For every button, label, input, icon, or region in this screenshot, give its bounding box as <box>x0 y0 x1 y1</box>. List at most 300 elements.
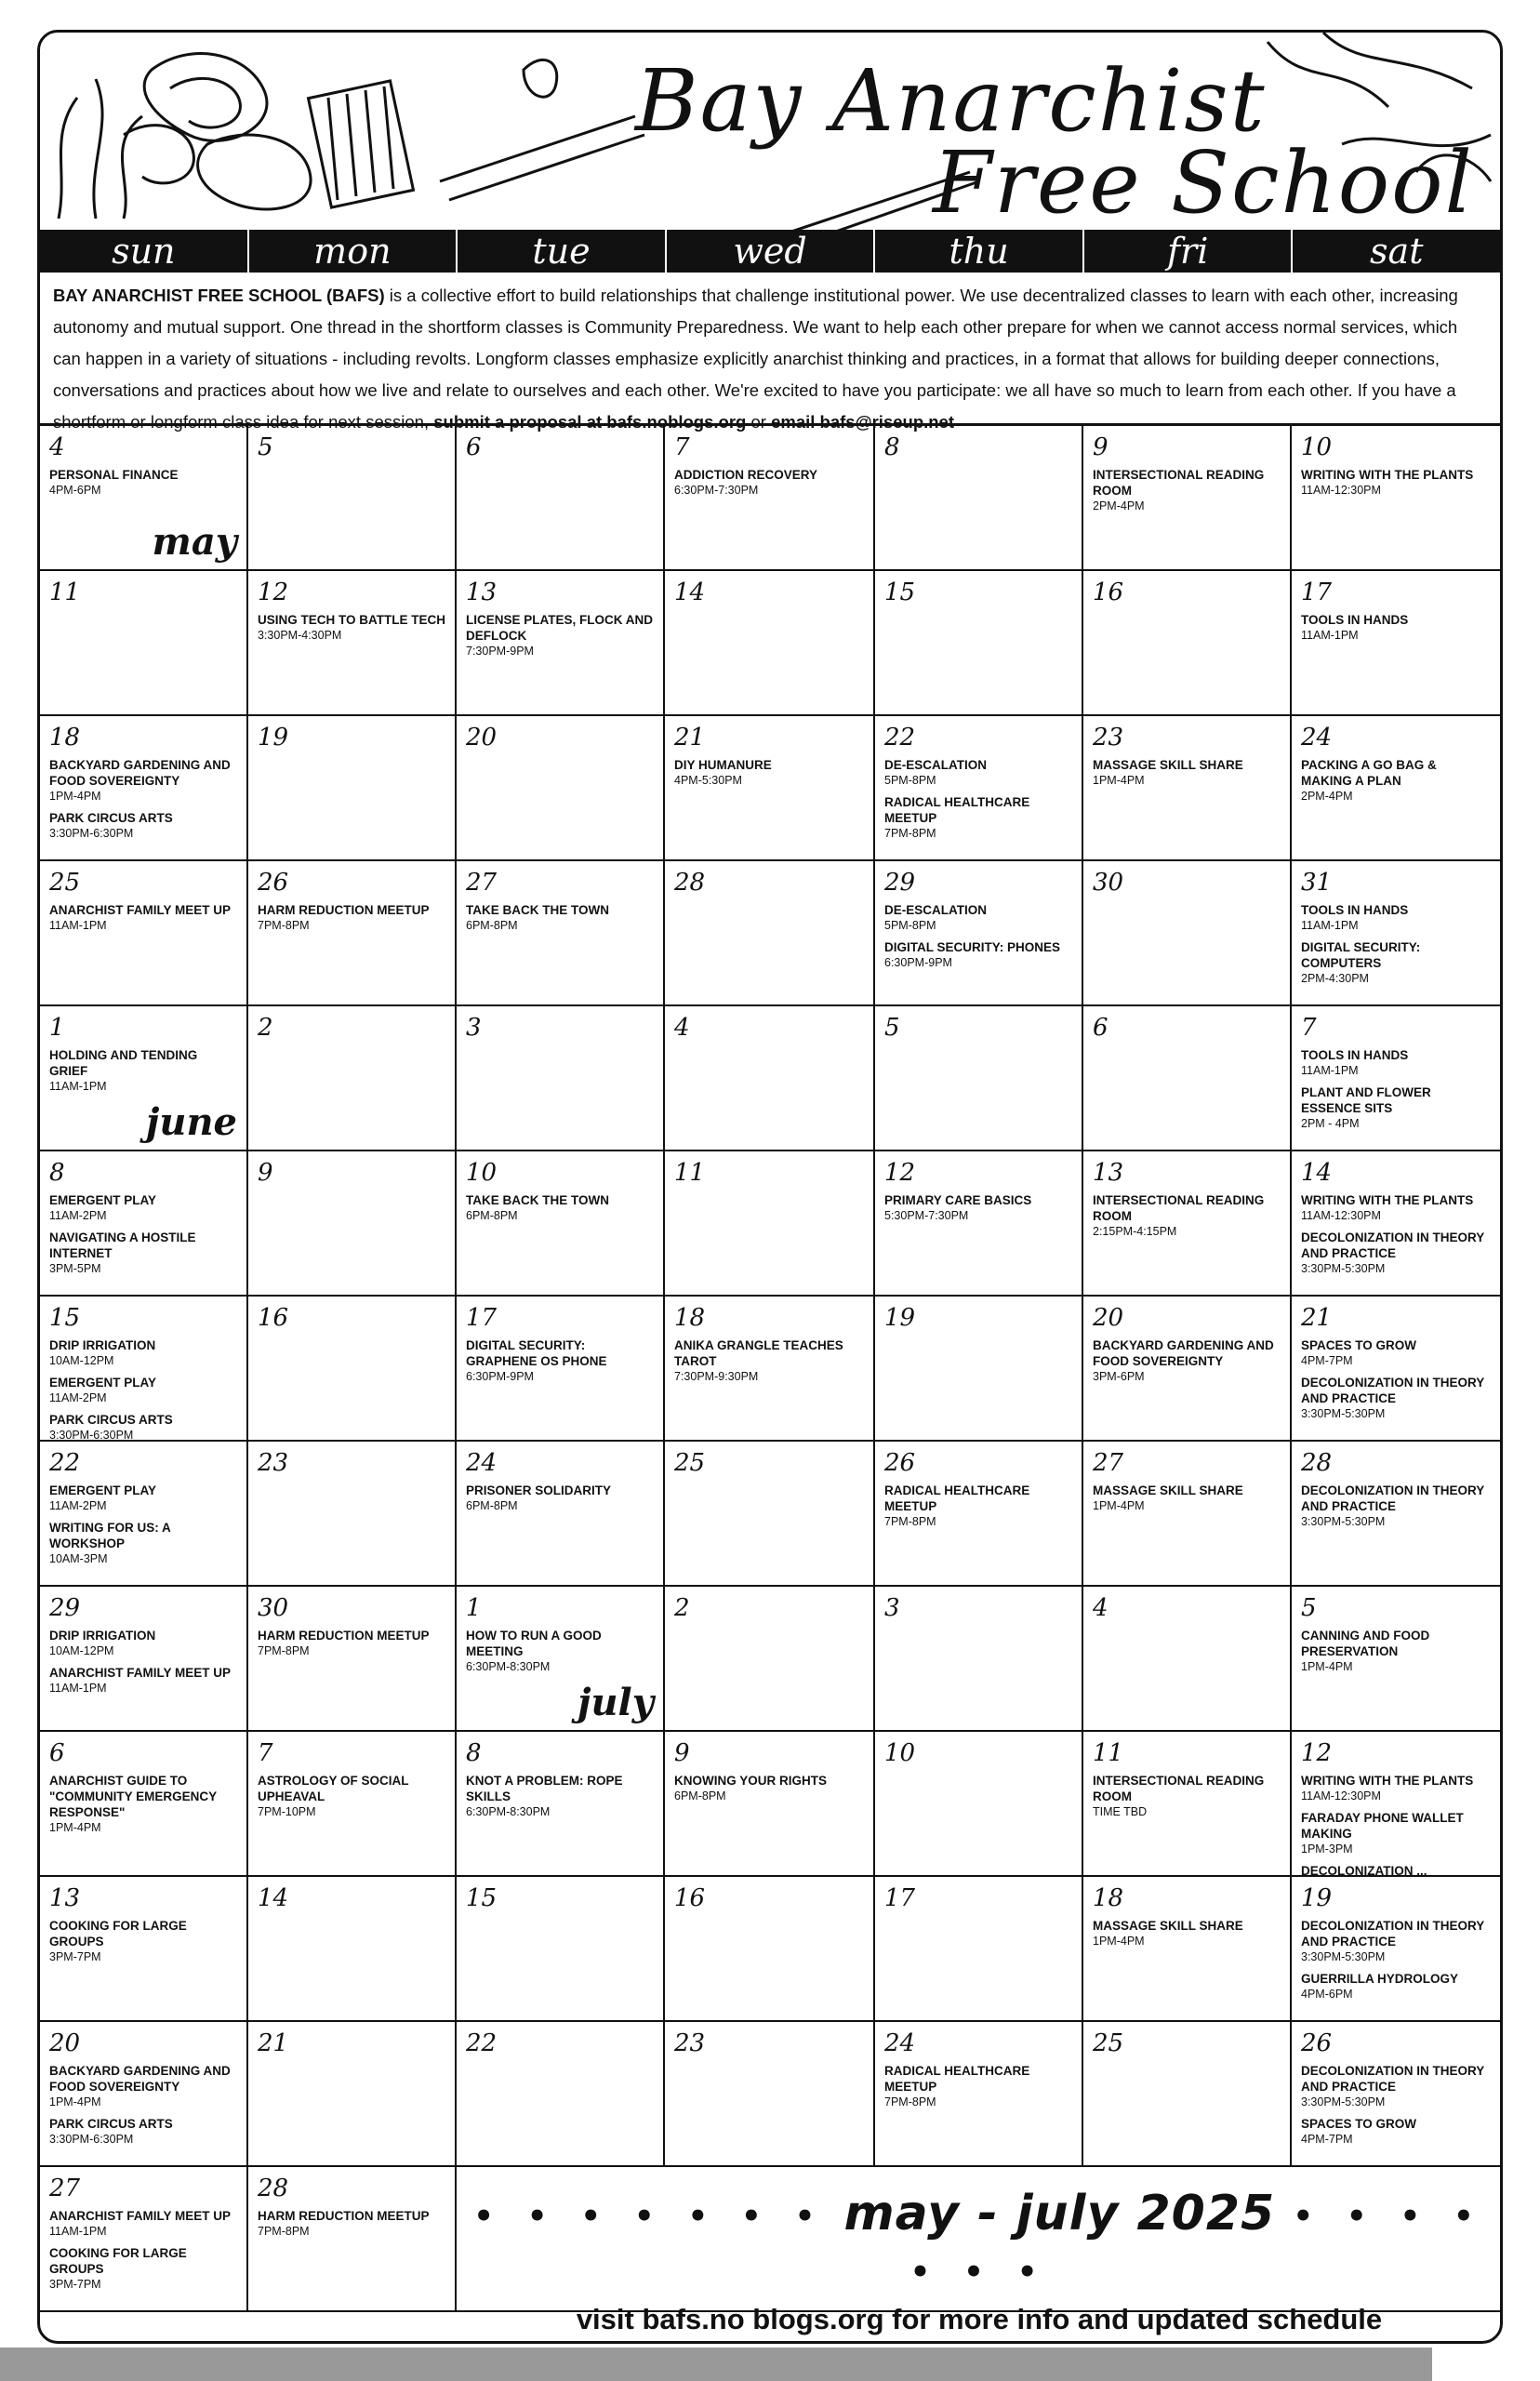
class-time: 3PM-6PM <box>1093 1370 1145 1383</box>
day-cell <box>875 1442 1083 1587</box>
class-name: PRIMARY CARE BASICS <box>884 1193 1032 1207</box>
day-cell <box>248 2167 457 2312</box>
class-event <box>1301 1192 1491 1224</box>
class-time: 5:30PM-7:30PM <box>884 1209 969 1222</box>
class-event <box>1093 1483 1281 1514</box>
day-cell <box>665 1877 875 2022</box>
day-number: 23 <box>258 1449 289 1477</box>
day-cell <box>1292 2022 1500 2167</box>
class-name: PLANT AND FLOWER ESSENCE SITS <box>1301 1085 1431 1115</box>
day-cell <box>40 2022 248 2167</box>
proposal-link[interactable]: submit a proposal at bafs.noblogs.org <box>433 412 747 432</box>
day-number: 28 <box>1301 1449 1333 1477</box>
class-event <box>49 1665 237 1696</box>
day-number: 1 <box>466 1594 482 1622</box>
class-event <box>258 1628 445 1659</box>
class-event <box>49 2245 237 2293</box>
class-time: 5PM-8PM <box>884 774 936 787</box>
day-cell <box>457 2022 665 2167</box>
class-name: COOKING FOR LARGE GROUPS <box>49 1919 187 1949</box>
day-number: 3 <box>884 1594 900 1622</box>
day-cell <box>1292 1587 1500 1732</box>
class-name: WRITING FOR US: A WORKSHOP <box>49 1521 171 1550</box>
class-name: PARK CIRCUS ARTS <box>49 2117 173 2131</box>
day-number: 6 <box>1093 1014 1109 1042</box>
class-time: 3:30PM-5:30PM <box>1301 1262 1386 1275</box>
class-time: 6PM-8PM <box>466 1209 518 1222</box>
class-event <box>1301 1483 1491 1530</box>
day-cell <box>457 1006 665 1151</box>
weekday-tue: tue <box>458 230 667 273</box>
class-time: 11AM-1PM <box>49 2225 107 2238</box>
day-number: 28 <box>258 2175 289 2202</box>
day-cell <box>1292 426 1500 571</box>
month-label: june <box>145 1100 237 1144</box>
class-name: ADDICTION RECOVERY <box>674 468 818 482</box>
class-event <box>49 902 237 934</box>
day-number: 4 <box>1093 1594 1109 1622</box>
class-event <box>49 2063 237 2110</box>
class-event <box>49 2116 237 2148</box>
class-event <box>1093 1773 1281 1820</box>
class-time: 3:30PM-6:30PM <box>49 827 134 840</box>
weekday-fri: fri <box>1084 230 1294 273</box>
day-number: 11 <box>674 1159 706 1187</box>
class-event <box>49 2208 237 2240</box>
day-number: 10 <box>1301 433 1333 461</box>
day-cell <box>1292 1442 1500 1587</box>
footer-banner <box>458 2167 1500 2335</box>
week-row <box>40 1151 1500 1297</box>
day-number: 26 <box>258 869 289 897</box>
class-name: ANARCHIST FAMILY MEET UP <box>49 1666 232 1680</box>
class-time: 11AM-12:30PM <box>1301 484 1381 497</box>
class-name: TAKE BACK THE TOWN <box>466 1193 609 1207</box>
day-number: 21 <box>1301 1304 1333 1332</box>
day-number: 31 <box>1301 869 1333 897</box>
day-number: 27 <box>49 2175 81 2202</box>
day-number: 16 <box>258 1304 289 1332</box>
class-name: DIGITAL SECURITY: COMPUTERS <box>1301 940 1421 970</box>
class-name: DIGITAL SECURITY: PHONES <box>884 940 1061 954</box>
day-cell <box>1292 861 1500 1006</box>
class-name: RADICAL HEALTHCARE MEETUP <box>884 2064 1030 2094</box>
class-time: 6:30PM-9PM <box>884 956 952 969</box>
class-name: DECOLONIZATION IN THEORY AND PRACTICE <box>1301 1230 1485 1260</box>
class-name: ANARCHIST FAMILY MEET UP <box>49 2209 232 2223</box>
day-number: 23 <box>674 2029 706 2057</box>
day-cell <box>1083 1297 1292 1442</box>
class-name: EMERGENT PLAY <box>49 1376 157 1390</box>
class-time: 1PM-4PM <box>1301 1660 1353 1673</box>
day-number: 12 <box>258 579 289 606</box>
weekday-sun: sun <box>40 230 249 273</box>
class-event <box>1301 939 1491 987</box>
day-cell <box>457 426 665 571</box>
day-cell <box>248 861 457 1006</box>
day-number: 25 <box>1093 2029 1124 2057</box>
class-time: 7PM-8PM <box>258 2225 310 2238</box>
day-cell <box>1083 861 1292 1006</box>
class-time: 1PM-4PM <box>49 2095 101 2108</box>
day-cell <box>875 1297 1083 1442</box>
day-cell <box>248 1442 457 1587</box>
date-range: may - july 2025 <box>843 2186 1276 2241</box>
class-time: 7PM-8PM <box>884 827 936 840</box>
class-event <box>49 1483 237 1514</box>
class-name: PACKING A GO BAG & MAKING A PLAN <box>1301 758 1437 788</box>
day-number: 4 <box>49 433 65 461</box>
weekday-sat: sat <box>1370 231 1424 272</box>
day-number: 16 <box>1093 579 1124 606</box>
class-name: ANIKA GRANGLE TEACHES TAROT <box>674 1338 843 1368</box>
class-event <box>49 1230 237 1277</box>
day-cell <box>875 1732 1083 1877</box>
class-time: 1PM-4PM <box>1093 1499 1145 1512</box>
day-number: 28 <box>674 869 706 897</box>
class-time: 3PM-5PM <box>49 1262 101 1275</box>
day-number: 26 <box>884 1449 916 1477</box>
class-time: 11AM-1PM <box>1301 919 1359 932</box>
class-time: 11AM-12:30PM <box>1301 1789 1381 1802</box>
day-number: 18 <box>49 724 81 752</box>
class-event <box>49 810 237 842</box>
day-cell <box>665 1297 875 1442</box>
class-event <box>49 757 237 805</box>
intro-text-1: is a collective effort to build relationships that challenge institutional power. We use decentralized classes to learn with each other, increasing autonomy and mutual support. One thread in the shortform classes is Community Preparedness. We want to help each other prepare for when we cannot access normal services, which can happen in a variety of situations - including revolts. Longform classes emphasize explicitly anarchist thinking and practices, in a format that allows for building deeper connections, conversations and practices about how we live and relate to ourselves and each other. We're excited to have you participate: we all have so much to learn from each other. If you have a shortform or longform class idea for next session, <box>53 286 1458 432</box>
class-name: ASTROLOGY OF SOCIAL UPHEAVAL <box>258 1774 409 1803</box>
class-name: TAKE BACK THE TOWN <box>466 903 609 917</box>
day-cell <box>875 1006 1083 1151</box>
day-number: 15 <box>49 1304 81 1332</box>
class-time: 5PM-8PM <box>884 919 936 932</box>
class-name: TOOLS IN HANDS <box>1301 613 1409 627</box>
day-number: 15 <box>884 579 916 606</box>
class-time: 6:30PM-8:30PM <box>466 1660 551 1673</box>
day-cell <box>40 1297 248 1442</box>
class-name: LICENSE PLATES, FLOCK AND DEFLOCK <box>466 613 654 643</box>
intro-text-2: or <box>746 412 772 432</box>
dots-right: • • • • • • • <box>909 2198 1485 2291</box>
day-number: 10 <box>466 1159 498 1187</box>
day-number: 9 <box>1093 433 1109 461</box>
class-event <box>884 1483 1072 1530</box>
day-number: 22 <box>884 724 916 752</box>
day-number: 17 <box>1301 579 1333 606</box>
class-event <box>466 612 654 659</box>
class-name: WRITING WITH THE PLANTS <box>1301 1774 1474 1788</box>
class-time: 4PM-7PM <box>1301 2133 1353 2146</box>
day-number: 18 <box>674 1304 706 1332</box>
class-time: 1PM-4PM <box>49 1821 101 1834</box>
day-number: 23 <box>1093 724 1124 752</box>
day-number: 14 <box>1301 1159 1333 1187</box>
day-number: 30 <box>1093 869 1124 897</box>
day-number: 29 <box>884 869 916 897</box>
class-name: PARK CIRCUS ARTS <box>49 811 173 825</box>
day-cell <box>248 571 457 716</box>
day-number: 4 <box>674 1014 690 1042</box>
class-time: 6:30PM-7:30PM <box>674 484 759 497</box>
day-number: 18 <box>1093 1884 1124 1912</box>
class-event <box>258 902 445 934</box>
week-row <box>40 1297 1500 1442</box>
day-cell <box>40 2167 248 2312</box>
class-name: DECOLONIZATION IN THEORY AND PRACTICE <box>1301 2064 1485 2094</box>
class-event <box>49 1047 237 1095</box>
class-time: 3:30PM-5:30PM <box>1301 1950 1386 1963</box>
day-number: 7 <box>674 433 690 461</box>
class-time: 11AM-1PM <box>49 919 107 932</box>
class-event <box>1301 1810 1491 1857</box>
class-name: DECOLONIZATION IN THEORY AND PRACTICE <box>1301 1919 1485 1949</box>
day-number: 5 <box>258 433 273 461</box>
day-number: 15 <box>466 1884 498 1912</box>
class-name: WRITING WITH THE PLANTS <box>1301 1193 1474 1207</box>
week-row <box>40 426 1500 571</box>
class-time: 2PM-4PM <box>1301 790 1353 803</box>
class-event <box>1301 467 1491 499</box>
day-number: 29 <box>49 1594 81 1622</box>
intro-lead: BAY ANARCHIST FREE SCHOOL (BAFS) <box>53 286 385 305</box>
day-cell <box>1292 1732 1500 1877</box>
day-cell <box>665 2022 875 2167</box>
class-event <box>1301 1971 1491 2002</box>
class-name: COOKING FOR LARGE GROUPS <box>49 2246 187 2276</box>
title-line-1: Bay Anarchist <box>635 51 1267 151</box>
day-cell <box>665 1151 875 1297</box>
class-time: 7PM-8PM <box>258 919 310 932</box>
day-cell <box>1083 716 1292 861</box>
class-event <box>1301 902 1491 934</box>
class-event <box>1093 1918 1281 1949</box>
day-number: 12 <box>884 1159 916 1187</box>
class-name: DIGITAL SECURITY: GRAPHENE OS PHONE <box>466 1338 607 1368</box>
class-event <box>49 467 237 499</box>
website-note[interactable]: visit bafs.no blogs.org for more info and updated schedule <box>576 2303 1383 2335</box>
class-event <box>884 939 1072 971</box>
day-cell <box>665 1006 875 1151</box>
class-name: BACKYARD GARDENING AND FOOD SOVEREIGNTY <box>1093 1338 1274 1368</box>
day-cell <box>40 1587 248 1732</box>
class-name: TOOLS IN HANDS <box>1301 1048 1409 1062</box>
class-name: BACKYARD GARDENING AND FOOD SOVEREIGNTY <box>49 2064 231 2094</box>
bottom-bar <box>0 2348 1432 2381</box>
day-cell <box>40 571 248 716</box>
day-cell <box>1083 2022 1292 2167</box>
class-name: HARM REDUCTION MEETUP <box>258 903 430 917</box>
class-event <box>1301 1337 1491 1369</box>
calendar-poster <box>37 30 1503 2344</box>
class-event <box>674 1773 864 1804</box>
class-time: 4PM-6PM <box>49 484 101 497</box>
class-time: 11AM-1PM <box>49 1682 107 1695</box>
day-cell <box>457 716 665 861</box>
class-event <box>1301 1918 1491 1965</box>
day-cell <box>248 2022 457 2167</box>
day-cell <box>875 861 1083 1006</box>
day-number: 13 <box>466 579 498 606</box>
class-time: 7PM-8PM <box>884 1515 936 1528</box>
class-name: ANARCHIST FAMILY MEET UP <box>49 903 232 917</box>
class-event <box>49 1412 237 1442</box>
day-cell <box>1083 571 1292 716</box>
day-number: 26 <box>1301 2029 1333 2057</box>
day-cell <box>665 1732 875 1877</box>
class-time: 3PM-7PM <box>49 2278 101 2291</box>
day-number: 19 <box>258 724 289 752</box>
email-link[interactable]: email bafs@riseup.net <box>771 412 955 432</box>
day-cell <box>248 1877 457 2022</box>
day-number: 16 <box>674 1884 706 1912</box>
class-name: MASSAGE SKILL SHARE <box>1093 1919 1243 1933</box>
class-event <box>49 1337 237 1369</box>
class-name: DRIP IRRIGATION <box>49 1629 156 1643</box>
class-name: DECOLONIZATION IN THEORY AND PRACTICE <box>1301 1483 1485 1513</box>
day-number: 17 <box>466 1304 498 1332</box>
class-name: PARK CIRCUS ARTS <box>49 1413 173 1427</box>
day-cell <box>248 1587 457 1732</box>
class-name: HOLDING AND TENDING GRIEF <box>49 1048 198 1078</box>
day-cell <box>875 426 1083 571</box>
day-number: 11 <box>1093 1739 1124 1767</box>
class-name: MASSAGE SKILL SHARE <box>1093 758 1243 772</box>
day-cell <box>665 571 875 716</box>
day-number: 9 <box>674 1739 690 1767</box>
day-number: 7 <box>258 1739 273 1767</box>
class-event <box>1301 1628 1491 1675</box>
week-row <box>40 571 1500 716</box>
week-row <box>40 1732 1500 1877</box>
class-event <box>1301 1375 1491 1422</box>
weekday-thu: thu <box>875 230 1084 273</box>
class-event <box>49 1773 237 1836</box>
day-number: 27 <box>466 869 498 897</box>
class-name: EMERGENT PLAY <box>49 1193 157 1207</box>
day-number: 12 <box>1301 1739 1333 1767</box>
class-time: 7:30PM-9:30PM <box>674 1370 759 1383</box>
class-time: 3:30PM-6:30PM <box>49 1429 134 1442</box>
class-time: 3:30PM-5:30PM <box>1301 1515 1386 1528</box>
day-number: 13 <box>1093 1159 1124 1187</box>
day-cell <box>248 1732 457 1877</box>
day-number: 14 <box>674 579 706 606</box>
class-event <box>674 467 864 499</box>
day-cell <box>875 571 1083 716</box>
class-name: HOW TO RUN A GOOD MEETING <box>466 1629 602 1658</box>
class-name: RADICAL HEALTHCARE MEETUP <box>884 795 1030 825</box>
day-number: 20 <box>1093 1304 1124 1332</box>
day-number: 8 <box>466 1739 482 1767</box>
class-name: TOOLS IN HANDS <box>1301 903 1409 917</box>
day-number: 24 <box>884 2029 916 2057</box>
day-cell <box>665 716 875 861</box>
week-row <box>40 1442 1500 1587</box>
class-time: 11AM-1PM <box>49 1080 107 1093</box>
class-event <box>466 1628 654 1675</box>
day-number: 20 <box>49 2029 81 2057</box>
week-row <box>40 1006 1500 1151</box>
day-cell <box>1292 1877 1500 2022</box>
class-time: 1PM-4PM <box>49 790 101 803</box>
class-time: 3PM-7PM <box>49 1950 101 1963</box>
class-event <box>1301 1773 1491 1804</box>
footer-title <box>458 2186 1500 2297</box>
class-event <box>49 1628 237 1659</box>
class-event <box>466 902 654 934</box>
class-time: 4PM-6PM <box>1301 1988 1353 2001</box>
class-time: 11AM-12:30PM <box>1301 1209 1381 1222</box>
day-cell <box>665 1442 875 1587</box>
day-number: 5 <box>884 1014 900 1042</box>
day-cell <box>457 1587 665 1732</box>
class-event <box>1301 1047 1491 1079</box>
class-event <box>1301 2116 1491 2148</box>
day-cell <box>457 1732 665 1877</box>
day-cell <box>1083 1587 1292 1732</box>
class-event <box>884 2063 1072 2110</box>
class-name: WRITING WITH THE PLANTS <box>1301 468 1474 482</box>
class-name: DRIP IRRIGATION <box>49 1338 156 1352</box>
class-event <box>1093 757 1281 789</box>
class-time: 6:30PM-8:30PM <box>466 1805 551 1818</box>
class-name: KNOWING YOUR RIGHTS <box>674 1774 828 1788</box>
week-row <box>40 861 1500 1006</box>
class-name: FARADAY PHONE WALLET MAKING <box>1301 1811 1464 1841</box>
day-number: 20 <box>466 724 498 752</box>
day-cell <box>40 1006 248 1151</box>
class-time: 6PM-8PM <box>466 1499 518 1512</box>
class-name: KNOT A PROBLEM: ROPE SKILLS <box>466 1774 623 1803</box>
class-time: 1PM-4PM <box>1093 774 1145 787</box>
class-name: EMERGENT PLAY <box>49 1483 157 1497</box>
day-cell <box>40 426 248 571</box>
weekday-bar <box>40 230 1500 273</box>
intro-paragraph <box>53 280 1487 438</box>
day-cell <box>40 1732 248 1877</box>
class-time: 10AM-12PM <box>49 1644 114 1657</box>
day-number: 24 <box>466 1449 498 1477</box>
class-event <box>1093 467 1281 514</box>
class-time: 10AM-12PM <box>49 1354 114 1367</box>
day-cell <box>1292 1006 1500 1151</box>
day-number: 2 <box>258 1014 273 1042</box>
day-cell <box>40 716 248 861</box>
day-number: 21 <box>674 724 706 752</box>
day-number: 8 <box>49 1159 65 1187</box>
class-time: 11AM-2PM <box>49 1209 107 1222</box>
day-number: 19 <box>1301 1884 1333 1912</box>
class-event <box>258 1773 445 1820</box>
class-event <box>1301 612 1491 644</box>
class-event <box>466 1483 654 1514</box>
class-time: 11AM-1PM <box>1301 629 1359 642</box>
class-name: INTERSECTIONAL READING ROOM <box>1093 1774 1265 1803</box>
class-name: MASSAGE SKILL SHARE <box>1093 1483 1243 1497</box>
class-event <box>49 1918 237 1965</box>
header-illustration <box>40 33 1500 230</box>
day-cell <box>248 1297 457 1442</box>
class-name: INTERSECTIONAL READING ROOM <box>1093 468 1265 498</box>
day-cell <box>875 1151 1083 1297</box>
day-number: 19 <box>884 1304 916 1332</box>
class-event <box>49 1192 237 1224</box>
day-number: 2 <box>674 1594 690 1622</box>
day-cell <box>875 1877 1083 2022</box>
day-number: 27 <box>1093 1449 1124 1477</box>
day-cell <box>1083 1442 1292 1587</box>
title-line-2: Free School <box>933 133 1474 230</box>
